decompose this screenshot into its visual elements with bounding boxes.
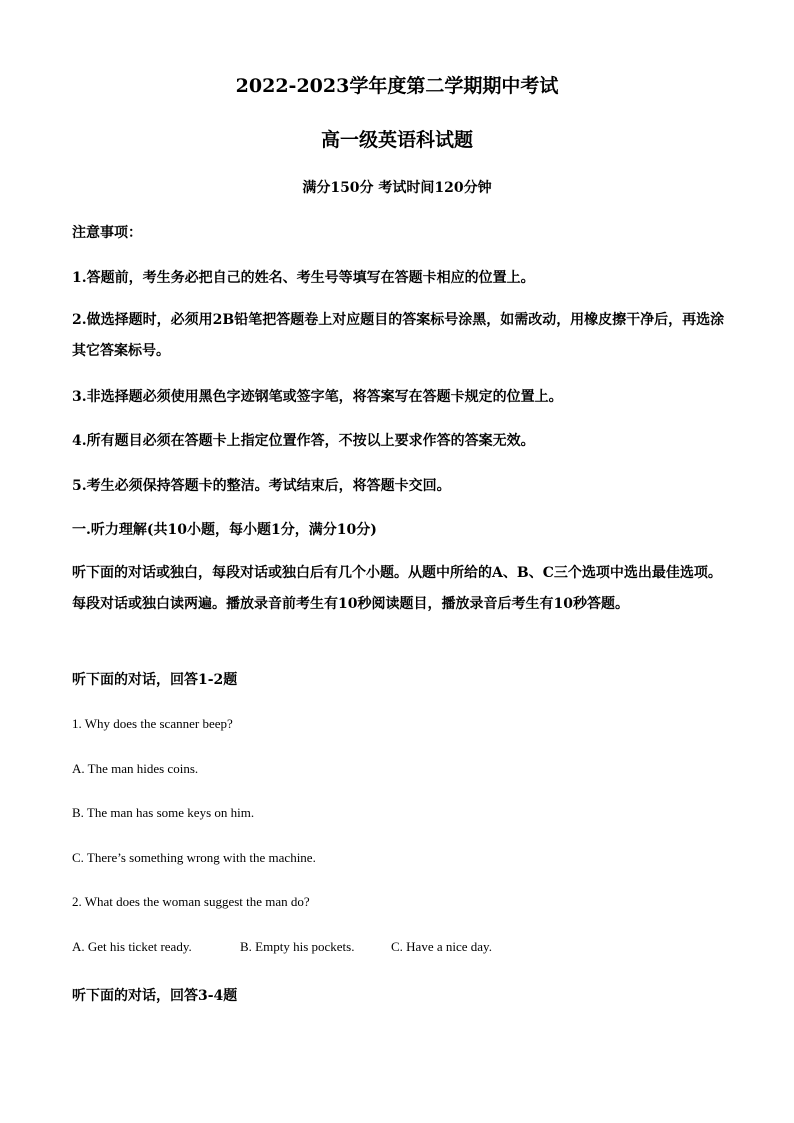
question-2-option-c: C. Have a nice day.	[391, 939, 492, 954]
note-item-2: 2.做选择题时，必须用2B铅笔把答题卷上对应题目的答案标号涂黑，如需改动，用橡皮擦干净后，再选涂其它答案标号。	[72, 312, 725, 359]
question-1-option-c: C. There’s something wrong with the machine.	[72, 850, 316, 865]
note-item-3: 3.非选择题必须使用黑色字迹钢笔或签字笔，将答案写在答题卡规定的位置上。	[72, 389, 563, 405]
question-2-option-a: A. Get his ticket ready.	[72, 939, 192, 954]
exam-subtitle: 高一级英语科试题	[320, 129, 473, 151]
question-2-options	[72, 939, 724, 955]
exam-title: 2022-2023学年度第二学期期中考试	[235, 75, 559, 97]
note-item-1: 1.答题前，考生务必把自己的姓名、考生号等填写在答题卡相应的位置上。	[72, 270, 535, 286]
exam-info: 满分150分 考试时间120分钟	[302, 180, 492, 196]
question-2-stem: 2. What does the woman suggest the man do?	[72, 894, 310, 909]
section-instructions: 听下面的对话或独白，每段对话或独白后有几个小题。从题中所给的A、B、C三个选项中选出最佳选项。每段对话或独白读两遍。播放录音前考生有10秒阅读题目，播放录音后考生有10秒答题。	[72, 565, 722, 612]
question-1-option-a: A. The man hides coins.	[72, 761, 199, 776]
group-heading-3-4: 听下面的对话，回答3-4题	[72, 988, 238, 1004]
section-heading: 一.听力理解(共10小题，每小题1分，满分10分)	[72, 522, 377, 538]
notes-heading: 注意事项：	[72, 225, 142, 241]
note-item-4: 4.所有题目必须在答题卡上指定位置作答，不按以上要求作答的答案无效。	[72, 433, 535, 449]
question-1-option-b: B. The man has some keys on him.	[72, 805, 255, 820]
question-1-stem: 1. Why does the scanner beep?	[72, 716, 233, 731]
group-heading-1-2: 听下面的对话，回答1-2题	[72, 672, 238, 688]
note-item-5: 5.考生必须保持答题卡的整洁。考试结束后，将答题卡交回。	[72, 478, 451, 494]
question-2-option-b: B. Empty his pockets.	[240, 939, 355, 954]
